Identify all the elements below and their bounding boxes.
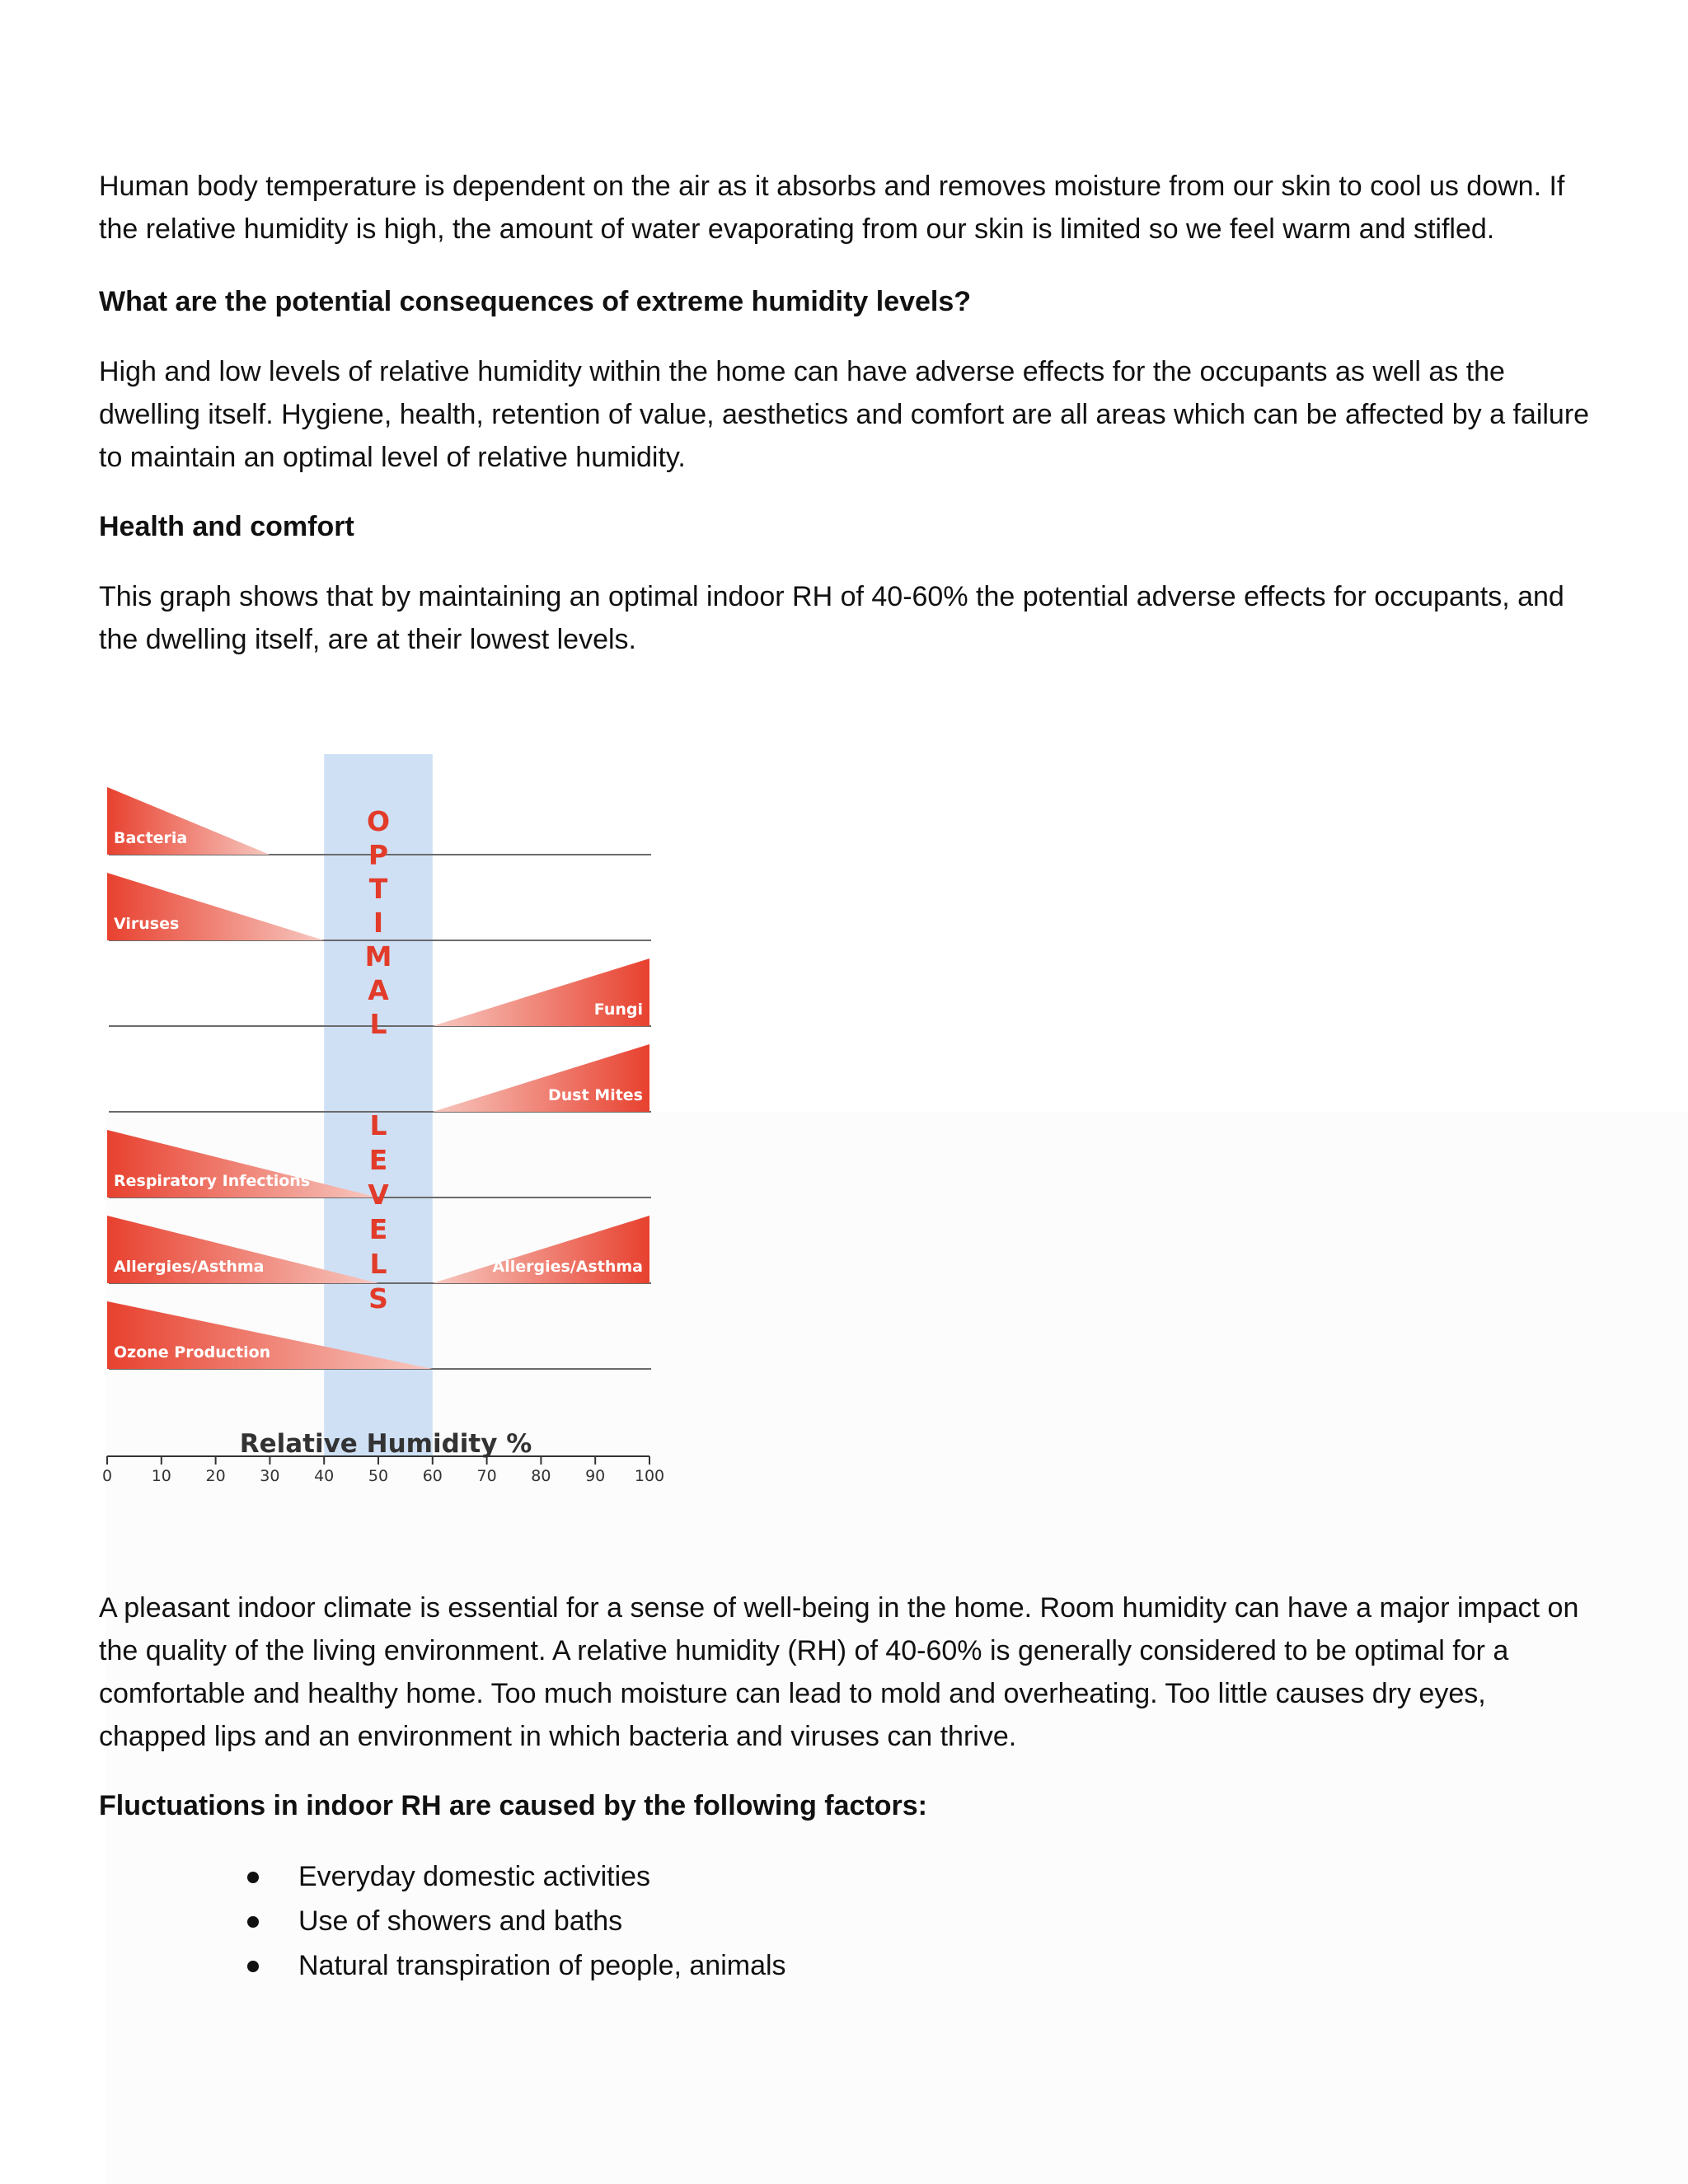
humidity-chart	[91, 742, 684, 1483]
bullet-icon	[247, 1872, 259, 1883]
levels-letter: V	[368, 1179, 389, 1211]
x-tick-label: 60	[422, 1467, 443, 1483]
x-tick-label: 70	[476, 1467, 497, 1483]
x-tick-label: 30	[260, 1467, 280, 1483]
heading-consequences: What are the potential consequences of extreme humidity levels?	[99, 286, 972, 317]
optimal-letter: P	[368, 839, 389, 871]
x-tick-label: 0	[101, 1467, 113, 1483]
bullet-icon	[247, 1961, 259, 1972]
levels-letter: E	[368, 1213, 388, 1245]
levels-letter: L	[369, 1109, 387, 1141]
x-tick-label: 40	[314, 1467, 335, 1483]
x-tick-label: 10	[151, 1467, 171, 1483]
series-label: Allergies/Asthma	[114, 1258, 265, 1276]
optimal-letter: T	[368, 873, 388, 905]
graph-intro-paragraph: This graph shows that by maintaining an optimal indoor RH of 40-60% the potential adverse effects for occupants, and the dwelling itself, are at their lowest levels.	[99, 581, 1564, 655]
levels-letter: E	[368, 1144, 388, 1176]
bullet-icon	[247, 1916, 259, 1928]
optimal-letter: I	[373, 907, 384, 939]
levels-letter: S	[368, 1282, 388, 1315]
list-item	[247, 1854, 786, 1899]
list-item-text: Natural transpiration of people, animals	[298, 1950, 786, 1981]
series-label: Dust Mites	[547, 1086, 643, 1104]
series-label: Viruses	[114, 915, 180, 933]
x-tick-label: 20	[205, 1467, 226, 1483]
series-label: Allergies/Asthma	[492, 1258, 643, 1276]
optimal-letter: O	[366, 805, 391, 837]
indoor-climate-paragraph: A pleasant indoor climate is essential for a sense of well-being in the home. Room humidity can have a major impact on the quality of the living environment. A relative humidity (RH) of 40-60% is generally considered to be optimal for a comfortable and healthy home. Too much moisture can lead to mold and overheating. Too little causes dry eyes, chapped lips and an environment in which bacteria and viruses can thrive.	[99, 1592, 1579, 1752]
list-item	[247, 1943, 786, 1988]
x-tick-label: 90	[585, 1467, 606, 1483]
heading-fluctuations: Fluctuations in indoor RH are caused by the following factors:	[99, 1790, 927, 1821]
series-label: Fungi	[593, 1001, 643, 1019]
x-tick-label: 80	[531, 1467, 551, 1483]
series-label: Respiratory Infections	[114, 1172, 311, 1190]
heading-health-comfort: Health and comfort	[99, 511, 354, 542]
x-axis-label: Relative Humidity %	[239, 1429, 532, 1459]
list-item	[247, 1899, 786, 1943]
x-tick-label: 50	[368, 1467, 389, 1483]
factors-list	[247, 1854, 786, 1988]
series-label: Bacteria	[114, 829, 188, 847]
optimal-letter: A	[368, 974, 389, 1006]
x-tick-label: 100	[634, 1467, 665, 1483]
levels-letter: L	[369, 1248, 387, 1280]
list-item-text: Everyday domestic activities	[298, 1861, 651, 1892]
series-label: Ozone Production	[114, 1343, 271, 1361]
optimal-letter: L	[369, 1008, 387, 1040]
intro-paragraph: Human body temperature is dependent on the air as it absorbs and removes moisture from our skin to cool us down. If the relative humidity is high, the amount of water evaporating from our skin is limited so we feel warm and stifled.	[99, 171, 1565, 245]
optimal-letter: M	[364, 940, 392, 972]
list-item-text: Use of showers and baths	[298, 1905, 623, 1937]
consequences-paragraph: High and low levels of relative humidity within the home can have adverse effects for the occupants as well as the dwelling itself. Hygiene, health, retention of value, aesthetics and comfort are all areas which can be affected by a failure to maintain an optimal level of relative humidity.	[99, 356, 1590, 473]
